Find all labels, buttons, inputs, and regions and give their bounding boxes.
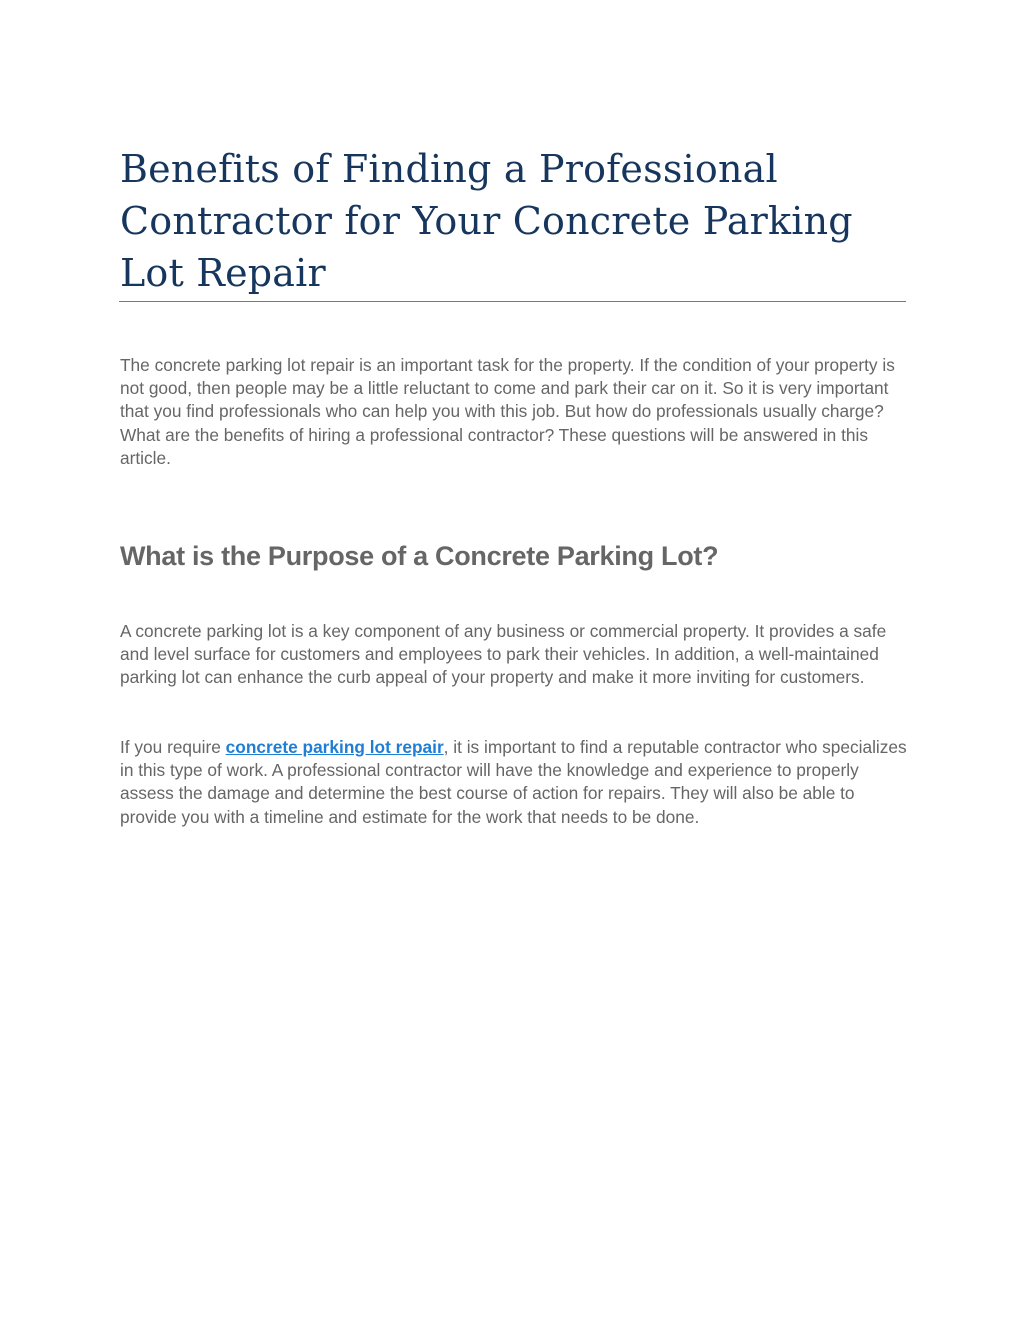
paragraph-text-after-link: , it is important to find a reputable contractor who specializes in this type of work. A professional contractor will have the knowledge and experience to properly assess the damage and determine the best course of action for repairs. They will also be able to provide you with a timeline and estimate for the work that needs to be done. xyxy=(120,737,907,827)
document-title: Benefits of Finding a Professional Contractor for Your Concrete Parking Lot Repair xyxy=(120,147,853,295)
title-underline-divider xyxy=(119,301,906,302)
section-heading: What is the Purpose of a Concrete Parking Lot? xyxy=(120,541,719,571)
section-paragraph-2 xyxy=(120,736,910,829)
paragraph-text-before-link: If you require xyxy=(120,737,226,757)
concrete-parking-lot-repair-link[interactable]: concrete parking lot repair xyxy=(225,737,444,757)
intro-paragraph: The concrete parking lot repair is an important task for the property. If the condition of your property is not good, then people may be a little reluctant to come and park their car on it. So it is very important that you find professionals who can help you with this job. But how do professionals usually charge? What are the benefits of hiring a professional contractor? These questions will be answered in this article. xyxy=(120,355,895,468)
section-paragraph-1: A concrete parking lot is a key component of any business or commercial property. It provides a safe and level surface for customers and employees to park their vehicles. In addition, a well-maintained parking lot can enhance the curb appeal of your property and make it more inviting for customers. xyxy=(120,621,887,688)
